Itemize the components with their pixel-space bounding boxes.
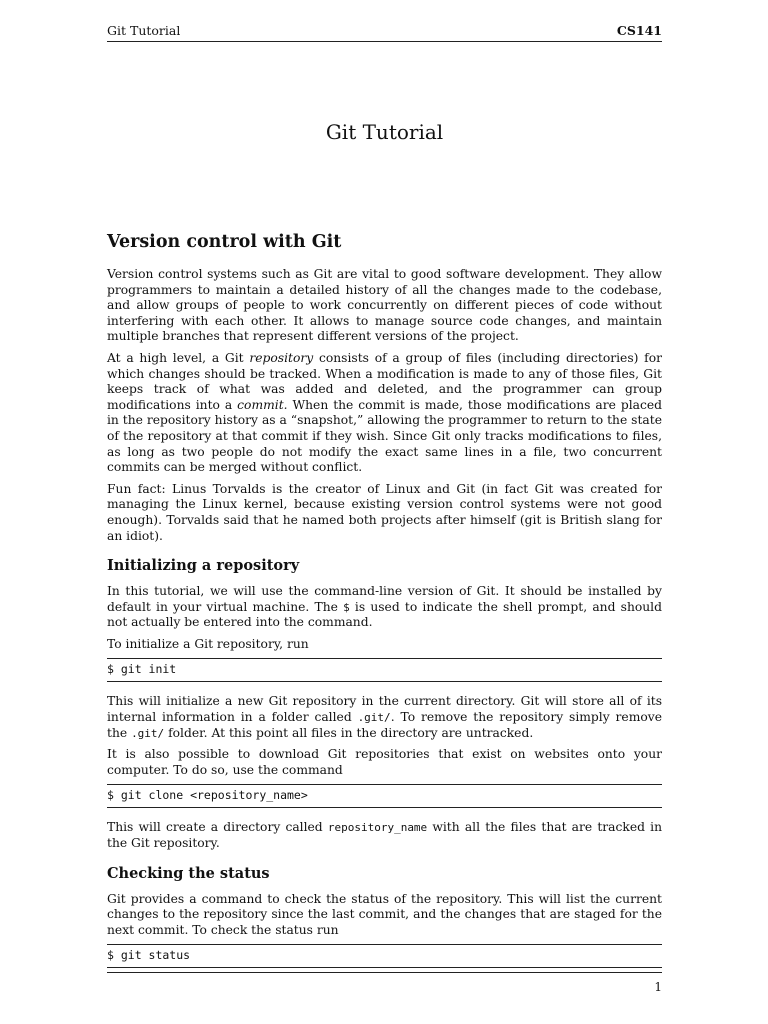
text-run: In this tutorial, we will use the command-line version of Git. It should be installed by default in your virtual machine. The	[107, 584, 662, 614]
text-run: At a high level, a Git	[107, 350, 250, 365]
paragraph-init-intro	[107, 584, 662, 631]
footer-rule	[107, 972, 662, 973]
text-run: consists of a group of files (including directories) for which changes should be tracked. When a modification is made to any of those files, Git keeps track of what was added and deleted, and the programmer can group modifications into a	[107, 350, 663, 412]
page-number: 1	[654, 980, 662, 994]
paragraph-fun-fact: Fun fact: Linus Torvalds is the creator of Linux and Git (in fact Git was created for managing the Linux kernel, because existing version control systems were not good enough). Torvalds said that he named both projects after himself (git is British slang for an idiot).	[107, 481, 662, 543]
text-run: This will create a directory called	[107, 820, 328, 835]
emphasis-commit: commit.	[237, 397, 288, 412]
inline-code-repository-name: repository_name	[327, 821, 428, 835]
subsection-heading-initializing: Initializing a repository	[107, 557, 300, 575]
text-run: folder. At this point all files in the directory are untracked.	[164, 725, 534, 740]
document-title: Git Tutorial	[325, 120, 444, 144]
text-run: with all the files that are tracked in the Git repository.	[107, 820, 662, 851]
paragraph-init-instruction: To initialize a Git repository, run	[107, 636, 309, 651]
text-run: When the commit is made, those modifications are placed in the repository history as a “snapshot,” allowing the programmer to return to the state of the repository at that commit if they wish. Since Git only tracks modifications to files, as long as two people do not modify the exact same lines in a file, two concurrent commits can be merged without conflict.	[107, 397, 662, 475]
text-run: is used to indicate the shell prompt, and should not actually be entered into the command.	[107, 599, 662, 630]
paragraph-clone-intro: It is also possible to download Git repositories that exist on websites onto your computer. To do so, use the command	[107, 747, 662, 777]
inline-code-git-folder: .git/	[131, 726, 165, 740]
text-run: This will initialize a new Git repository in the current directory. Git will store all of its internal information in a folder called	[107, 694, 662, 725]
document-body	[107, 231, 662, 980]
emphasis-repository: repository	[249, 350, 314, 365]
subsection-heading-status: Checking the status	[107, 864, 270, 882]
inline-code-git-folder: .git/	[357, 711, 391, 725]
paragraph-init-result	[107, 694, 662, 741]
section-heading-version-control: Version control with Git	[107, 232, 342, 252]
header-left-title: Git Tutorial	[107, 23, 181, 38]
text-run: . To remove the repository simply remove the	[107, 710, 662, 740]
code-block-git-clone: $ git clone <repository_name>	[107, 784, 662, 808]
inline-code-prompt: $	[343, 600, 350, 614]
header-course-code: CS141	[616, 23, 662, 38]
paragraph-repository-overview	[107, 351, 662, 476]
code-block-git-status: $ git status	[107, 944, 662, 968]
paragraph-version-control-intro: Version control systems such as Git are vital to good software development. They allow programmers to maintain a detailed history of all the changes made to the codebase, and allow groups of people to work concurrently on different pieces of code without interfering with each other. It allows to manage source code changes, and maintain multiple branches that represent different versions of the project.	[107, 267, 662, 344]
paragraph-clone-result	[107, 820, 662, 851]
running-header	[107, 23, 662, 42]
paragraph-status-intro: Git provides a command to check the status of the repository. This will list the current changes to the repository since the last commit, and the changes that are staged for the next commit. To check the status run	[107, 891, 662, 937]
document-page	[107, 0, 662, 1024]
code-block-git-init: $ git init	[107, 658, 662, 682]
